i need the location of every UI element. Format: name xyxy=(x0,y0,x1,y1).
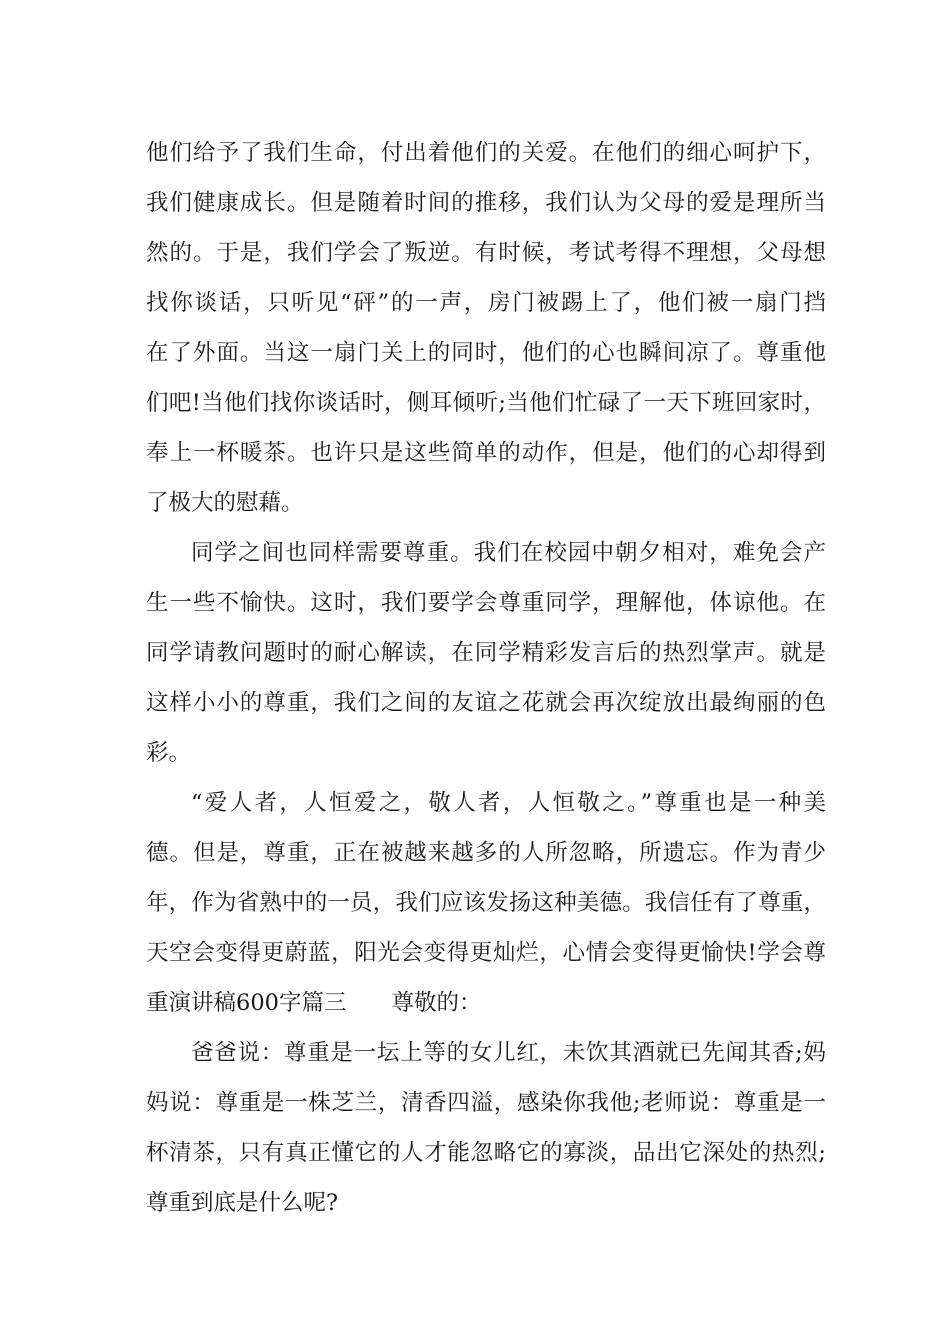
text-line: 们吧!当他们找你谈话时，侧耳倾听;当他们忙碌了一天下班回家时， xyxy=(146,390,826,416)
text-line: 他们给予了我们生命，付出着他们的关爱。在他们的细心呵护下， xyxy=(146,140,826,166)
paragraph-first-line: “爱人者，人恒爱之，敬人者，人恒敬之。”尊重也是一种美 xyxy=(191,790,826,816)
text-line: 这样小小的尊重，我们之间的友谊之花就会再次绽放出最绚丽的色 xyxy=(146,690,826,716)
text-line: 生一些不愉快。这时，我们要学会尊重同学，理解他，体谅他。在 xyxy=(146,590,826,616)
document-body-text xyxy=(146,128,826,1228)
text-line: 重演讲稿600字篇三 尊敬的： xyxy=(146,990,482,1016)
text-line: 在了外面。当这一扇门关上的同时，他们的心也瞬间凉了。尊重他 xyxy=(146,340,826,366)
text-line: 尊重到底是什么呢? xyxy=(146,1190,339,1216)
text-line: 同学请教问题时的耐心解读，在同学精彩发言后的热烈掌声。就是 xyxy=(146,640,826,666)
text-line: 妈说：尊重是一株芝兰，清香四溢，感染你我他;老师说：尊重是一 xyxy=(146,1090,826,1116)
text-line: 然的。于是，我们学会了叛逆。有时候，考试考得不理想，父母想 xyxy=(146,240,826,266)
text-line: 彩。 xyxy=(146,740,192,766)
text-line: 年，作为省熟中的一员，我们应该发扬这种美德。我信任有了尊重， xyxy=(146,890,826,916)
text-line: 我们健康成长。但是随着时间的推移，我们认为父母的爱是理所当 xyxy=(146,190,826,216)
text-line: 德。但是，尊重，正在被越来越多的人所忽略，所遗忘。作为青少 xyxy=(146,840,826,866)
text-line: 天空会变得更蔚蓝，阳光会变得更灿烂，心情会变得更愉快!学会尊 xyxy=(146,940,826,966)
text-line: 奉上一杯暖茶。也许只是这些简单的动作，但是，他们的心却得到 xyxy=(146,440,826,466)
paragraph-first-line: 爸爸说：尊重是一坛上等的女儿红，未饮其酒就已先闻其香;妈 xyxy=(191,1040,826,1066)
paragraph-first-line: 同学之间也同样需要尊重。我们在校园中朝夕相对，难免会产 xyxy=(191,540,826,566)
text-line: 了极大的慰藉。 xyxy=(146,490,304,516)
text-line: 杯清茶，只有真正懂它的人才能忽略它的寡淡，品出它深处的热烈; xyxy=(146,1140,826,1166)
text-line: 找你谈话，只听见“砰”的一声，房门被踢上了，他们被一扇门挡 xyxy=(146,290,826,316)
